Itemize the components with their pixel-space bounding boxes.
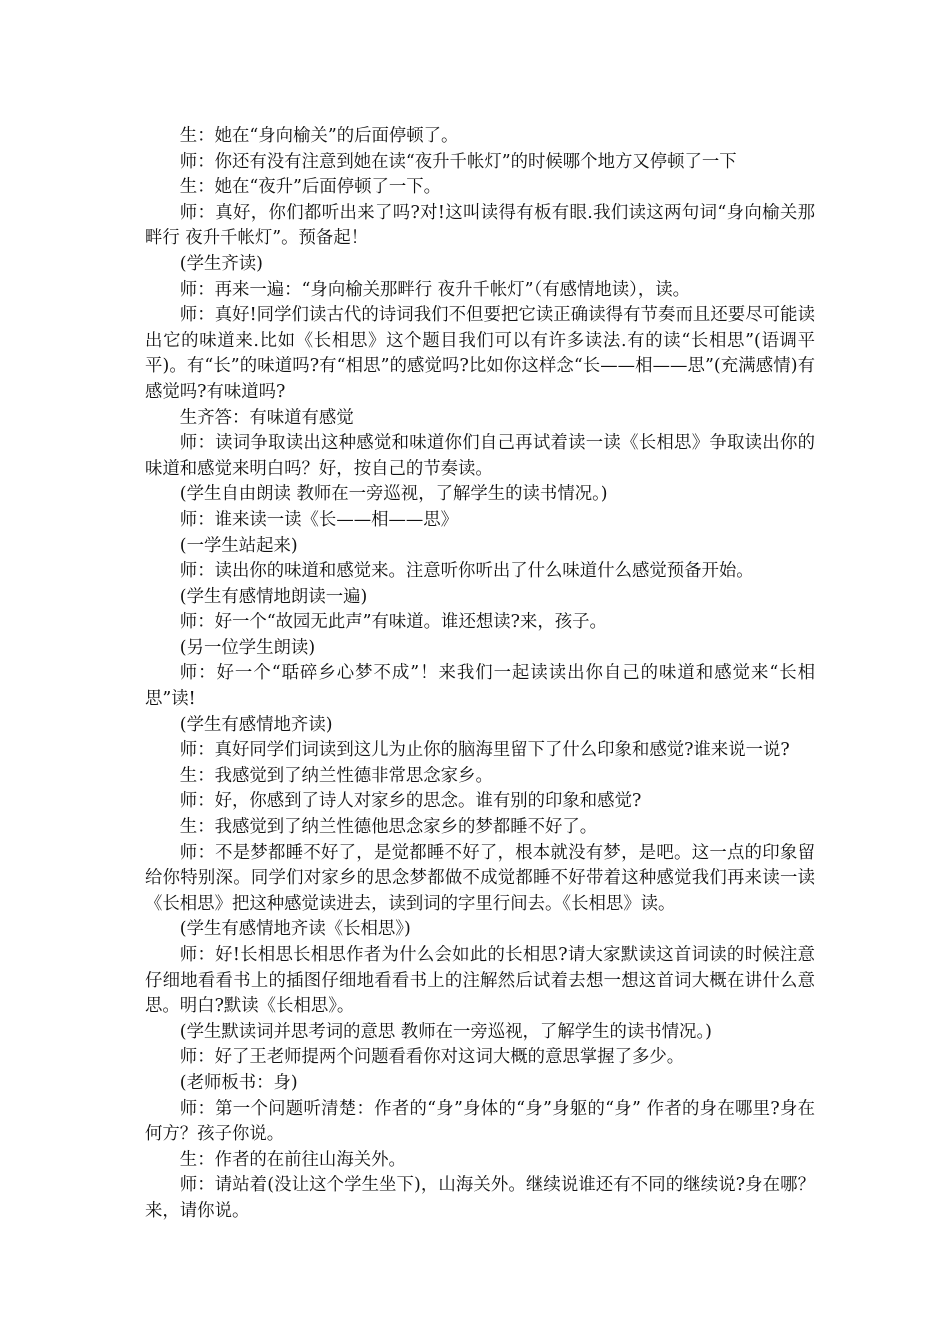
paragraph: 师：请站着(没让这个学生坐下)，山海关外。继续说谁还有不同的继续说?身在哪？来，请你说。 xyxy=(145,1175,815,1221)
paragraph: 师：好一个“故园无此声”有味道。谁还想读?来，孩子。 xyxy=(179,612,607,633)
paragraph: 生齐答：有味道有感觉 xyxy=(179,407,354,428)
paragraph: 师：再来一遍：“身向榆关那畔行 夜升千帐灯”（有感情地读），读。 xyxy=(179,279,691,300)
paragraph: 师：读词争取读出这种感觉和味道你们自己再试着读一读《长相思》争取读出你的味道和感觉来明白吗？好，按自己的节奏读。 xyxy=(145,433,815,479)
paragraph: 师：真好，你们都听出来了吗?对!这叫读得有板有眼.我们读这两句词“身向榆关那畔行 夜升千帐灯”。预备起！ xyxy=(145,202,815,249)
paragraph: 生：她在“身向榆关”的后面停顿了。 xyxy=(179,126,459,146)
paragraph: 师：真好!同学们读古代的诗词我们不但要把它读正确读得有节奏而且还要尽可能读出它的味道来.比如《长相思》这个题目我们可以有许多读法.有的读“长相思”(语调平平)。有“长”的味道吗?有“相思”的感觉吗?比如你这样念“长——相——思”(充满感情)有感觉吗?有味道吗? xyxy=(145,305,815,402)
paragraph: 师：不是梦都睡不好了，是觉都睡不好了，根本就没有梦，是吧。这一点的印象留给你特别深。同学们对家乡的思念梦都做不成觉都睡不好带着这种感觉我们再来读一读《长相思》把这种感觉读进去，读到词的字里行间去。《长相思》读。 xyxy=(145,842,815,914)
paragraph: 师：读出你的味道和感觉来。注意听你听出了什么味道什么感觉预备开始。 xyxy=(179,561,754,582)
paragraph: (学生有感情地朗读一遍) xyxy=(179,586,368,607)
paragraph: 师：第一个问题听清楚：作者的“身”身体的“身”身躯的“身” 作者的身在哪里?身在何方？孩子你说。 xyxy=(145,1098,815,1145)
paragraph: (学生有感情地齐读) xyxy=(179,714,333,735)
paragraph: 师：谁来读一读《长——相——思》 xyxy=(179,509,459,530)
paragraph: 师：好一个“聒碎乡心梦不成”！来我们一起读读出你自己的味道和感觉来“长相思”读! xyxy=(145,663,815,710)
paragraph: 师：你还有没有注意到她在读“夜升千帐灯”的时候哪个地方又停顿了一下 xyxy=(179,151,737,172)
paragraph: 生：我感觉到了纳兰性德非常思念家乡。 xyxy=(179,765,493,786)
paragraph: (学生默读词并思考词的意思 教师在一旁巡视，了解学生的读书情况。) xyxy=(179,1021,712,1042)
document-body xyxy=(145,124,815,1225)
paragraph: 生：我感觉到了纳兰性德他思念家乡的梦都睡不好了。 xyxy=(179,817,598,838)
paragraph: (老师板书：身) xyxy=(179,1072,298,1093)
paragraph: (学生齐读) xyxy=(179,253,263,274)
paragraph: (另一位学生朗读) xyxy=(179,637,316,658)
paragraph: 师：好了王老师提两个问题看看你对这词大概的意思掌握了多少。 xyxy=(179,1047,685,1068)
paragraph: (一学生站起来) xyxy=(179,535,298,556)
paragraph: (学生自由朗读 教师在一旁巡视，了解学生的读书情况。) xyxy=(179,484,608,505)
paragraph: 生：作者的在前往山海关外。 xyxy=(179,1149,406,1170)
paragraph: 生：她在“夜升”后面停顿了一下。 xyxy=(179,177,442,198)
paragraph: 师：好，你感到了诗人对家乡的思念。谁有别的印象和感觉? xyxy=(179,791,642,812)
paragraph: 师：真好同学们词读到这儿为止你的脑海里留下了什么印象和感觉?谁来说一说? xyxy=(179,740,790,761)
paragraph: 师：好!长相思长相思作者为什么会如此的长相思?请大家默读这首词读的时候注意仔细地看看书上的插图仔细地看看书上的注解然后试着去想一想这首词大概在讲什么意思。明白?默读《长相思》。 xyxy=(145,945,815,1017)
paragraph: (学生有感情地齐读《长相思》) xyxy=(179,919,411,940)
